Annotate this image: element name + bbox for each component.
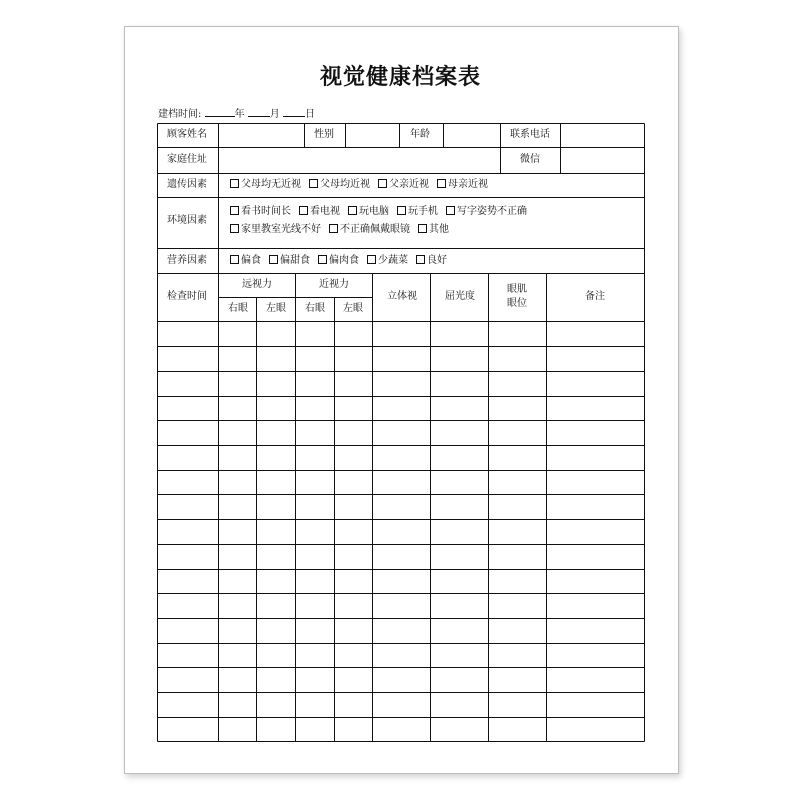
option-item[interactable] [367, 255, 408, 267]
option-label: 家里教室光线不好 [241, 224, 321, 235]
checkbox[interactable] [309, 179, 318, 188]
checkbox[interactable] [418, 224, 427, 233]
option-label: 偏肉食 [329, 255, 359, 266]
near-left-eye-header: 左眼 [343, 303, 363, 314]
checkbox[interactable] [230, 206, 239, 215]
checkbox[interactable] [318, 255, 327, 264]
near-vision-header: 近视力 [319, 279, 349, 290]
option-item[interactable] [299, 206, 340, 218]
option-item[interactable] [269, 255, 310, 267]
option-label: 其他 [429, 224, 449, 235]
option-item[interactable] [437, 179, 488, 191]
heredity-label: 遗传因素 [167, 179, 207, 190]
address-label: 家庭住址 [167, 154, 207, 165]
option-label: 看电视 [310, 206, 340, 217]
checkbox[interactable] [378, 179, 387, 188]
checkbox[interactable] [446, 206, 455, 215]
option-label: 不正确佩戴眼镜 [340, 224, 410, 235]
eye-position-header: 眼位 [507, 298, 527, 309]
option-label: 母亲近视 [448, 179, 488, 190]
nutrition-label: 营养因素 [167, 255, 207, 266]
option-label: 父母均无近视 [241, 179, 301, 190]
checkbox[interactable] [299, 206, 308, 215]
option-item[interactable] [230, 255, 261, 267]
option-label: 良好 [427, 255, 447, 266]
environment-label: 环境因素 [167, 215, 207, 226]
environment-options-line1 [230, 206, 535, 218]
option-label: 玩手机 [408, 206, 438, 217]
gender-label: 性别 [314, 129, 334, 140]
nutrition-options [230, 255, 455, 267]
option-item[interactable] [318, 255, 359, 267]
option-label: 看书时间长 [241, 206, 291, 217]
age-label: 年龄 [410, 129, 430, 140]
checkbox[interactable] [437, 179, 446, 188]
wechat-label: 微信 [520, 154, 540, 165]
phone-label: 联系电话 [510, 129, 550, 140]
option-label: 少蔬菜 [378, 255, 408, 266]
eye-muscle-header: 眼肌 [507, 284, 527, 295]
refraction-header: 屈光度 [445, 291, 475, 302]
day-label: 日 [304, 109, 315, 120]
near-right-eye-header: 右眼 [305, 303, 325, 314]
checkbox[interactable] [329, 224, 338, 233]
option-label: 父亲近视 [389, 179, 429, 190]
year-label: 年 [234, 109, 245, 120]
checkbox[interactable] [416, 255, 425, 264]
name-label: 顾客姓名 [167, 129, 207, 140]
far-right-eye-header: 右眼 [228, 303, 248, 314]
option-item[interactable] [397, 206, 438, 218]
option-item[interactable] [378, 179, 429, 191]
month-label: 月 [269, 109, 280, 120]
checkbox[interactable] [348, 206, 357, 215]
option-item[interactable] [309, 179, 370, 191]
far-left-eye-header: 左眼 [266, 303, 286, 314]
checkbox[interactable] [397, 206, 406, 215]
option-label: 偏甜食 [280, 255, 310, 266]
option-label: 玩电脑 [359, 206, 389, 217]
far-vision-header: 远视力 [242, 279, 272, 290]
exam-date-header: 检查时间 [167, 291, 207, 302]
checkbox[interactable] [230, 179, 239, 188]
checkbox[interactable] [230, 255, 239, 264]
option-item[interactable] [329, 224, 410, 236]
option-item[interactable] [348, 206, 389, 218]
option-item[interactable] [230, 179, 301, 191]
option-item[interactable] [230, 224, 321, 236]
heredity-options [230, 179, 496, 191]
checkbox[interactable] [269, 255, 278, 264]
record-date-label: 建档时间: [158, 109, 202, 120]
option-label: 偏食 [241, 255, 261, 266]
option-item[interactable] [418, 224, 449, 236]
form-title: 视觉健康档案表 [319, 64, 481, 90]
option-item[interactable] [416, 255, 447, 267]
option-item[interactable] [446, 206, 527, 218]
remark-header: 备注 [585, 291, 605, 302]
checkbox[interactable] [367, 255, 376, 264]
option-item[interactable] [230, 206, 291, 218]
option-label: 父母均近视 [320, 179, 370, 190]
checkbox[interactable] [230, 224, 239, 233]
stereo-vision-header: 立体视 [387, 291, 417, 302]
option-label: 写字姿势不正确 [457, 206, 527, 217]
environment-options-line2 [230, 224, 457, 236]
